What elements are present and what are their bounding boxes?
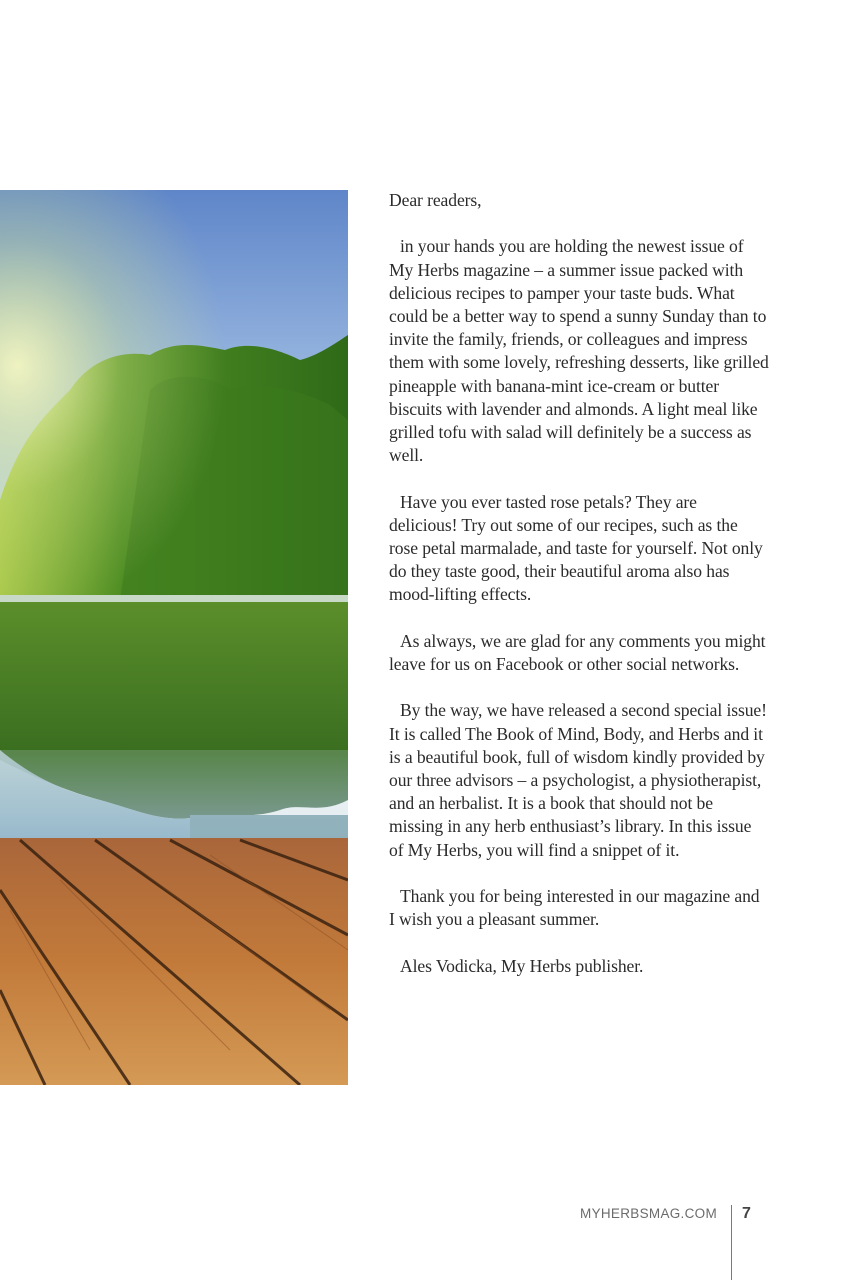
lake-photo-illustration <box>0 190 348 1085</box>
letter-signature: Ales Vodicka, My Herbs publisher. <box>400 955 644 976</box>
lake-and-dock-photo <box>0 190 348 1085</box>
letter-greeting: Dear readers, <box>389 190 482 210</box>
letter-paragraph: As always, we are glad for any comments you might leave for us on Facebook or other social networks. <box>389 630 766 675</box>
editorial-letter <box>389 189 769 1001</box>
letter-paragraph: in your hands you are holding the newest issue of My Herbs magazine – a summer issue packed with delicious recipes to pamper your taste buds. What could be a better way to spend a sunny Sunday than to invite the family, friends, or colleagues and impress them with some lovely, refreshing desserts, like grilled pineapple with banana-mint ice-cream or butter biscuits with lavender and almonds. A light meal like grilled tofu with salad will definitely be a success as well. <box>389 236 769 466</box>
footer-divider <box>731 1205 732 1280</box>
footer-website: MYHERBSMAG.COM <box>580 1206 717 1221</box>
page-number: 7 <box>742 1205 751 1222</box>
letter-paragraph: Have you ever tasted rose petals? They are delicious! Try out some of our recipes, such as the rose petal marmalade, and taste for yourself. Not only do they taste good, their beautiful aroma also has mood-lifting effects. <box>389 491 763 605</box>
letter-paragraph: By the way, we have released a second special issue! It is called The Book of Mind, Body, and Herbs and it is a beautiful book, full of wisdom kindly provided by our three advisors – a psychologist, a physiotherapist, and an herbalist. It is a book that should not be missing in any herb enthusiast’s library. In this issue of My Herbs, you will find a snippet of it. <box>389 700 767 860</box>
letter-paragraph: Thank you for being interested in our magazine and I wish you a pleasant summer. <box>389 886 760 930</box>
